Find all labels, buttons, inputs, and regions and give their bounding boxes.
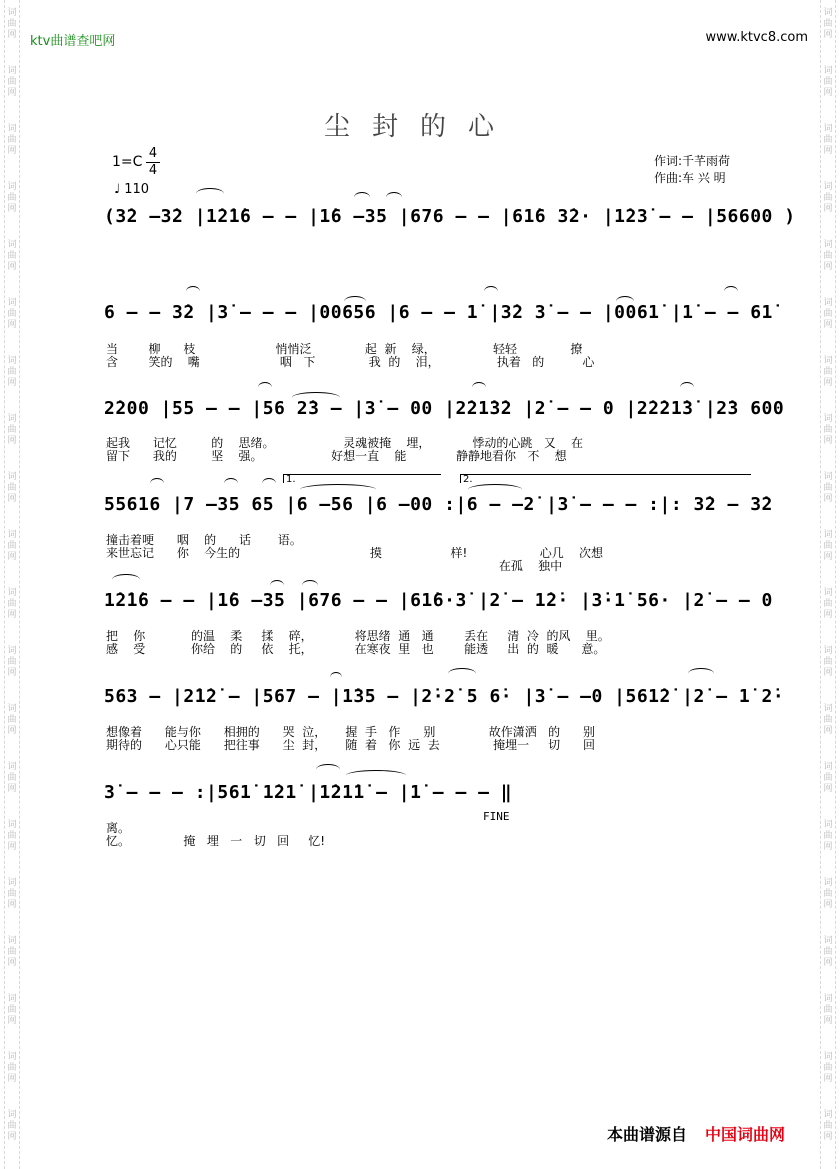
watermark-mark: 词 曲 网 <box>7 356 17 388</box>
notation-line-6: 563 – |2̇1̇2̇ – |567 – |1̇35 – |2̇·2̇ 5 6̇· |3̇ – –0 |561̇2̇ |2̇ – 1̇ 2̇· <box>104 686 785 707</box>
slur <box>186 286 200 297</box>
volta-1-label: 1. <box>286 474 296 485</box>
watermark-mark: 词 曲 网 <box>823 298 833 330</box>
slur <box>688 668 714 679</box>
slur <box>316 764 340 775</box>
lyric-row-3c: 在孤 独中 <box>106 559 563 573</box>
slur <box>344 296 366 307</box>
notation-line-1: (3̇2 –3̇2 |1̇2̇1̇6 – – |1̇6 –35 |676 – – |61̇6 3̇2· |1̇23̇ – – |56600 ) <box>104 206 796 227</box>
slur <box>112 574 140 585</box>
slur <box>346 770 406 781</box>
volta-bracket-1 <box>283 474 441 483</box>
song-title: 尘封的心 <box>323 112 516 142</box>
watermark-mark: 词 曲 网 <box>823 1052 833 1084</box>
watermark-mark: 词 曲 网 <box>7 182 17 214</box>
lyric-row-1b: 含 笑的 嘴 咽 下 我 的 泪， 执着 的 心 <box>106 355 595 369</box>
watermark-mark: 词 曲 网 <box>823 8 833 40</box>
source-prefix: 本曲谱源自 <box>607 1125 688 1144</box>
site-url-right[interactable]: www.ktvc8.com <box>705 30 808 45</box>
credits <box>654 153 730 187</box>
volta-2-label: 2. <box>463 474 473 485</box>
watermark-mark: 词 曲 网 <box>823 878 833 910</box>
watermark-mark: 词 曲 网 <box>823 356 833 388</box>
watermark-mark: 词 曲 网 <box>823 704 833 736</box>
lyric-row-5a: 想像着 能与你 相拥的 哭 泣， 握 手 作 别 故作潇洒 的 别 <box>106 725 596 739</box>
left-watermark-strip <box>4 0 20 1169</box>
lyric-row-4a: 把 你 的温 柔 揉 碎， 将思绪 通 通 丢在 清 冷 的风 里。 <box>106 629 610 643</box>
watermark-mark: 词 曲 网 <box>7 878 17 910</box>
lyric-row-1a: 当 柳 枝 悄悄泛 起 新 绿， 轻轻 撩 <box>106 342 583 356</box>
slur <box>448 668 476 679</box>
watermark-mark: 词 曲 网 <box>7 704 17 736</box>
lyric-row-6a: 离。 <box>106 821 131 835</box>
watermark-mark: 词 曲 网 <box>7 646 17 678</box>
notation-line-7: 3̇ – – – :|561̇ 1̇21̇ |1̇21̇1̇ – |1̇ – – – ‖ <box>104 782 513 803</box>
watermark-mark: 词 曲 网 <box>7 298 17 330</box>
watermark-mark: 词 曲 网 <box>823 530 833 562</box>
watermark-mark: 词 曲 网 <box>7 66 17 98</box>
watermark-mark: 词 曲 网 <box>823 66 833 98</box>
watermark-mark: 词 曲 网 <box>823 124 833 156</box>
key-signature: 1=C <box>112 154 143 170</box>
watermark-mark: 词 曲 网 <box>823 994 833 1026</box>
watermark-mark: 词 曲 网 <box>7 414 17 446</box>
source-credit <box>607 1122 785 1145</box>
watermark-mark: 词 曲 网 <box>7 588 17 620</box>
slur <box>354 192 370 203</box>
watermark-mark: 词 曲 网 <box>823 762 833 794</box>
watermark-mark: 词 曲 网 <box>7 124 17 156</box>
right-watermark-strip <box>820 0 836 1169</box>
watermark-mark: 词 曲 网 <box>7 994 17 1026</box>
watermark-mark: 词 曲 网 <box>823 414 833 446</box>
slur <box>330 672 342 683</box>
slur <box>724 286 738 297</box>
watermark-mark: 词 曲 网 <box>7 936 17 968</box>
watermark-mark: 词 曲 网 <box>7 1052 17 1084</box>
watermark-mark: 词 曲 网 <box>823 1110 833 1142</box>
slur <box>150 478 164 489</box>
lyric-row-3a: 撞击着哽 咽 的 话 语。 <box>106 533 302 547</box>
slur <box>262 478 276 489</box>
slur <box>224 478 238 489</box>
lyric-row-5b: 期待的 心只能 把往事 尘 封， 随 着 你 远 去 掩埋一 切 回 <box>106 738 596 752</box>
watermark-mark: 词 曲 网 <box>7 762 17 794</box>
slur <box>258 382 272 393</box>
lyric-row-2b: 留下 我的 坚 强。 好想一直 能 静静地看你 不 想 <box>106 449 567 463</box>
fine-mark: FINE <box>483 810 510 823</box>
watermark-mark: 词 曲 网 <box>823 472 833 504</box>
watermark-mark: 词 曲 网 <box>7 530 17 562</box>
composer: 作曲:车 兴 明 <box>654 171 726 185</box>
slur <box>196 188 224 199</box>
slur <box>484 286 498 297</box>
tempo-mark: ♩ 110 <box>114 182 150 197</box>
slur <box>680 382 694 393</box>
slur <box>472 382 486 393</box>
slur <box>616 296 634 307</box>
watermark-mark: 词 曲 网 <box>7 820 17 852</box>
time-top: 4 <box>148 146 158 161</box>
watermark-mark: 词 曲 网 <box>823 240 833 272</box>
time-bottom: 4 <box>146 162 160 179</box>
watermark-mark: 词 曲 网 <box>823 646 833 678</box>
slur <box>386 192 402 203</box>
lyric-row-6b: 忆。 掩 埋 一 切 回 忆! <box>106 834 326 848</box>
watermark-mark: 词 曲 网 <box>7 8 17 40</box>
volta-bracket-2 <box>460 474 751 483</box>
lyric-row-3b: 来世忘记 你 今生的 摸 样! 心几 次想 <box>106 546 604 560</box>
source-site-link[interactable]: 中国词曲网 <box>705 1125 786 1144</box>
slur <box>292 392 340 403</box>
watermark-mark: 词 曲 网 <box>823 588 833 620</box>
watermark-mark: 词 曲 网 <box>7 472 17 504</box>
watermark-mark: 词 曲 网 <box>823 182 833 214</box>
lyric-row-4b: 感 受 你给 的 依 托， 在寒夜 里 也 能透 出 的 暖 意。 <box>106 642 606 656</box>
watermark-mark: 词 曲 网 <box>823 936 833 968</box>
notation-line-3: 2̇200 |55 – – |56 2̇3 – |3̇ – 00 |2̇21̇3̇2 |2̇ – – 0 |2̇2̇21̇3̇ |2̇3 600 <box>104 398 785 419</box>
notation-line-2: 6 – – 3̇2 |3̇ – – – |00656 |6 – – 1̇ |3̇2 3̇ – – |0061̇ |1̇ – – 61̇ <box>104 302 773 323</box>
notation-line-4: 55616 |7 –35 65 |6 –56 |6 –00 :|6 – –2̇ |3̇ – – – :|: 3̇2 – 3̇2 <box>104 494 773 515</box>
watermark-mark: 词 曲 网 <box>7 1110 17 1142</box>
time-signature <box>146 146 160 179</box>
notation-line-5: 1̇2̇1̇6 – – |1̇6 –35 |676 – – |61̇6·3̇ |2̇ – 1̇2̇· |3̇·1̇ 56· |2̇ – – 0 <box>104 590 773 611</box>
watermark-mark: 词 曲 网 <box>823 820 833 852</box>
site-name-left[interactable]: ktv曲谱查吧网 <box>30 34 116 49</box>
watermark-mark: 词 曲 网 <box>7 240 17 272</box>
lyricist: 作词:千芊雨荷 <box>654 154 731 168</box>
lyric-row-2a: 起我 记忆 的 思绪。 灵魂被掩 埋， 悸动的心跳 又 在 <box>106 436 584 450</box>
